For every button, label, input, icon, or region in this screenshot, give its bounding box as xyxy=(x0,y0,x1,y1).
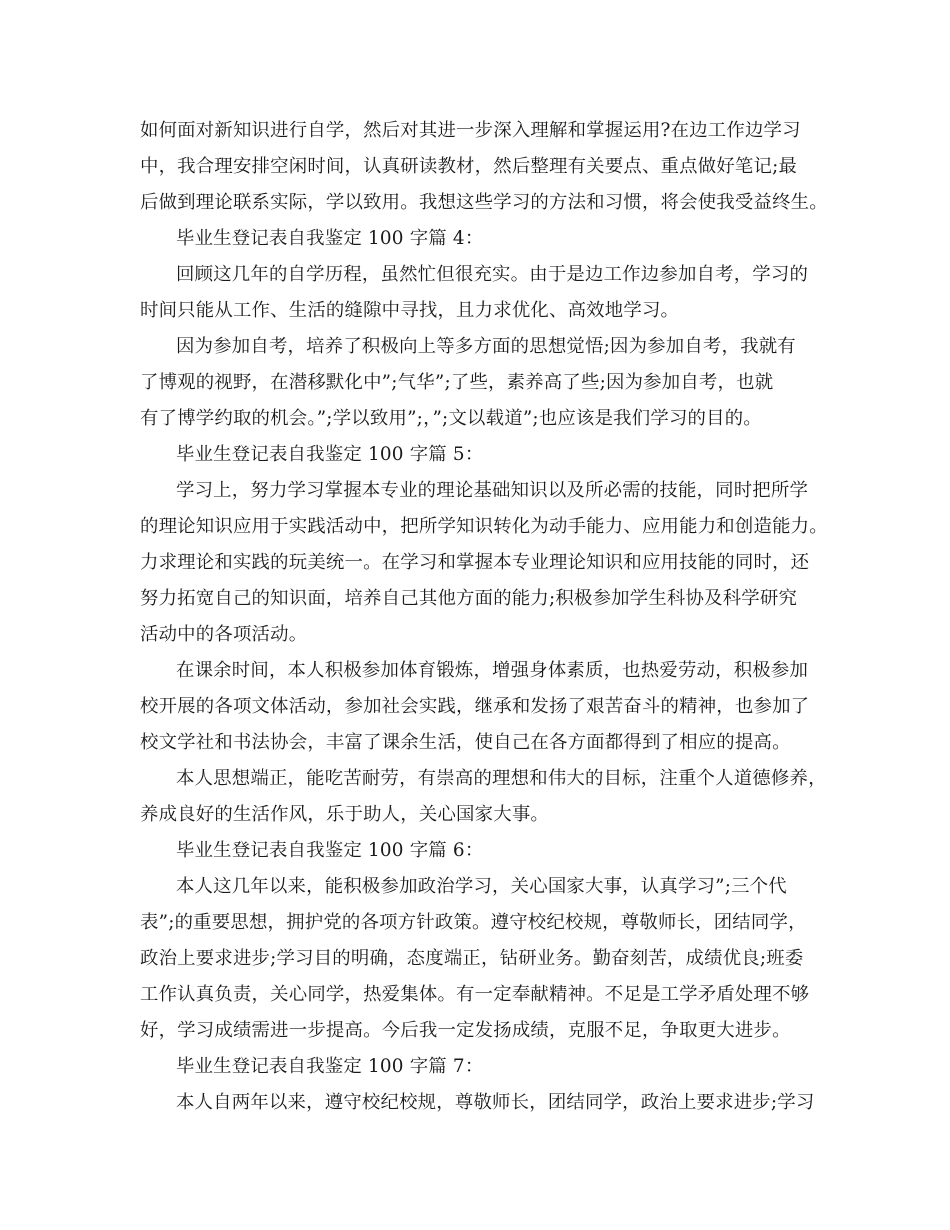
paragraph-line: 努力拓宽自己的知识面，培养自己其他方面的能力;积极参加学生科协及科学研究 xyxy=(140,588,798,609)
paragraph-line: 因为参加自考，培养了积极向上等多方面的思想觉悟;因为参加自考，我就有 xyxy=(176,336,796,357)
paragraph-line: 本人这几年以来，能积极参加政治学习，关心国家大事，认真学习”;三个代 xyxy=(176,876,787,897)
section-heading: 毕业生登记表自我鉴定 100 字篇 5： xyxy=(176,444,484,465)
paragraph-line: 的理论知识应用于实践活动中，把所学知识转化为动手能力、应用能力和创造能力。 xyxy=(140,516,828,537)
paragraph-line: 校文学社和书法协会，丰富了课余生活，使自己在各方面都得到了相应的提高。 xyxy=(140,732,791,753)
paragraph-line: 如何面对新知识进行自学，然后对其进一步深入理解和掌握运用?在边工作边学习 xyxy=(140,120,801,141)
paragraph-line: 后做到理论联系实际，学以致用。我想这些学习的方法和习惯，将会使我受益终生。 xyxy=(140,192,828,213)
paragraph-line: 政治上要求进步;学习目的明确，态度端正，钻研业务。勤奋刻苦，成绩优良;班委 xyxy=(140,948,804,969)
paragraph-line: 回顾这几年的自学历程，虽然忙但很充实。由于是边工作边参加自考，学习的 xyxy=(176,264,809,285)
paragraph-line: 养成良好的生活作风，乐于助人，关心国家大事。 xyxy=(140,804,549,825)
paragraph-line: 好，学习成绩需进一步提高。今后我一定发扬成绩，克服不足，争取更大进步。 xyxy=(140,1020,791,1041)
paragraph-line: 有了博学约取的机会。”;学以致用”;，”;文以载道”;也应该是我们学习的目的。 xyxy=(140,408,762,429)
paragraph-line: 本人自两年以来，遵守校纪校规，尊敬师长，团结同学，政治上要求进步;学习 xyxy=(176,1092,815,1113)
paragraph-line: 中，我合理安排空闲时间，认真研读教材，然后整理有关要点、重点做好笔记;最 xyxy=(140,156,798,177)
section-heading: 毕业生登记表自我鉴定 100 字篇 7： xyxy=(176,1056,484,1077)
paragraph-line: 表”;的重要思想，拥护党的各项方针政策。遵守校纪校规，尊敬师长，团结同学， xyxy=(140,912,807,933)
paragraph-line: 校开展的各项文体活动，参加社会实践，继承和发扬了艰苦奋斗的精神，也参加了 xyxy=(140,696,810,717)
paragraph-line: 时间只能从工作、生活的缝隙中寻找，且力求优化、高效地学习。 xyxy=(140,300,680,321)
paragraph-line: 活动中的各项活动。 xyxy=(140,624,308,645)
paragraph-line: 力求理论和实践的玩美统一。在学习和掌握本专业理论知识和应用技能的同时，还 xyxy=(140,552,810,573)
paragraph-line: 工作认真负责，关心同学，热爱集体。有一定奉献精神。不足是工学矛盾处理不够 xyxy=(140,984,810,1005)
paragraph-line: 学习上，努力学习掌握本专业的理论基础知识以及所必需的技能，同时把所学 xyxy=(176,480,809,501)
paragraph-line: 本人思想端正，能吃苦耐劳，有崇高的理想和伟大的目标，注重个人道德修养， xyxy=(176,768,827,789)
paragraph-line: 在课余时间，本人积极参加体育锻炼，增强身体素质，也热爱劳动，积极参加 xyxy=(176,660,809,681)
section-heading: 毕业生登记表自我鉴定 100 字篇 6： xyxy=(176,840,484,861)
section-heading: 毕业生登记表自我鉴定 100 字篇 4： xyxy=(176,228,484,249)
paragraph-line: 了博观的视野，在潜移默化中”;气华”;了些，素养高了些;因为参加自考，也就 xyxy=(140,372,774,393)
